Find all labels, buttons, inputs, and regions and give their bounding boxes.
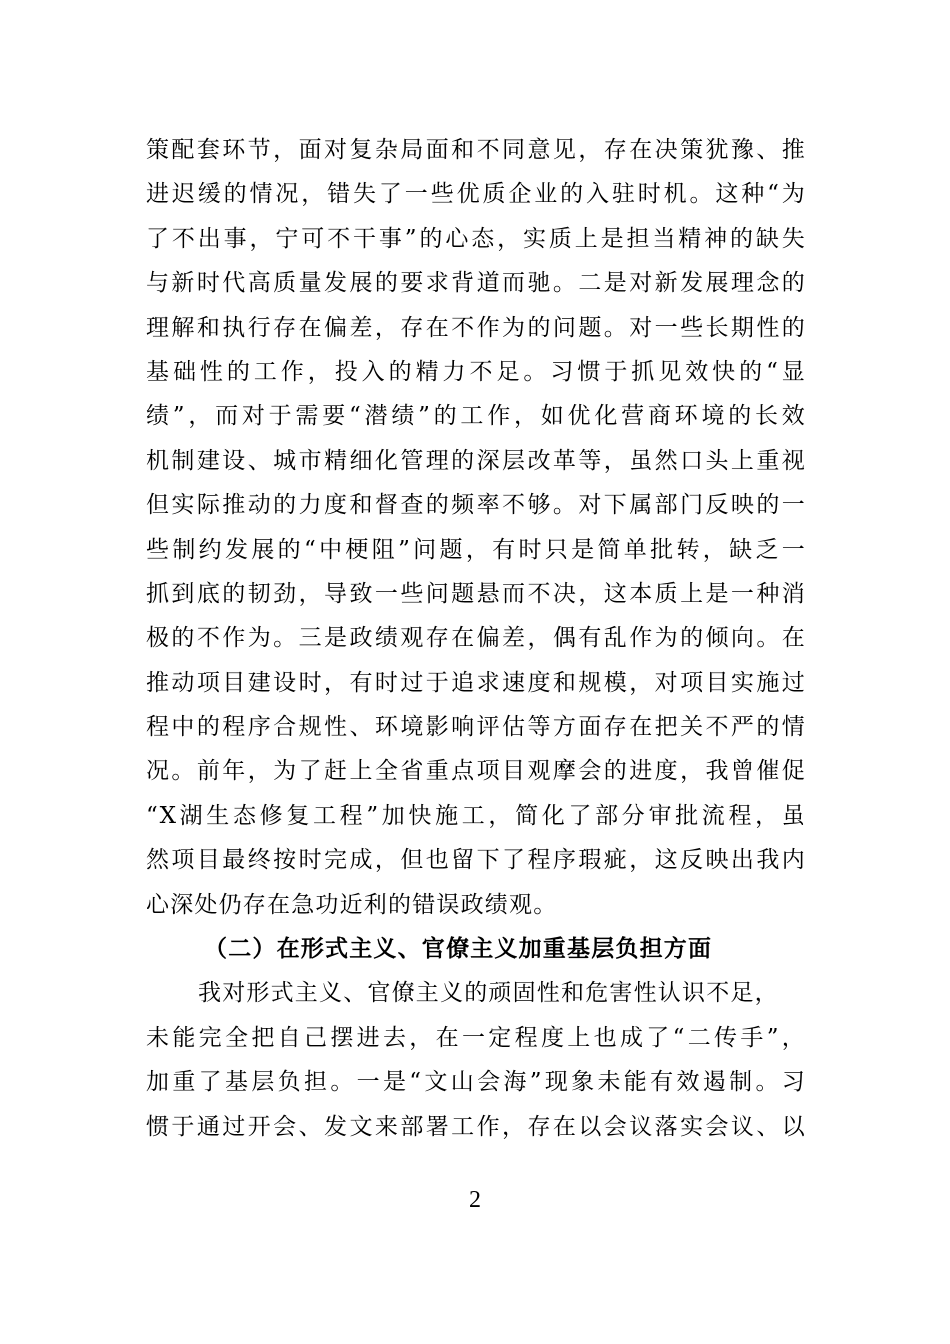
text-line: 但实际推动的力度和督查的频率不够。对下属部门反映的一 [146, 492, 806, 519]
text-line: 进迟缓的情况，错失了一些优质企业的入驻时机。这种“为 [146, 181, 806, 208]
text-line: 策配套环节，面对复杂局面和不同意见，存在决策犹豫、推 [146, 137, 806, 163]
section-heading: （二）在形式主义、官僚主义加重基层负担方面 [204, 935, 713, 963]
text-line: 然项目最终按时完成，但也留下了程序瑕疵，这反映出我内 [146, 847, 806, 874]
text-line: 我对形式主义、官僚主义的顽固性和危害性认识不足， [198, 980, 779, 1007]
text-line: 与新时代高质量发展的要求背道而驰。二是对新发展理念的 [146, 270, 806, 297]
text-line: 绩”，而对于需要“潜绩”的工作，如优化营商环境的长效 [146, 403, 806, 430]
text-line: “X湖生态修复工程”加快施工，简化了部分审批流程，虽 [146, 802, 806, 829]
page-number: 2 [469, 1187, 481, 1213]
text-line: 惯于通过开会、发文来部署工作，存在以会议落实会议、以 [146, 1113, 806, 1140]
text-line: 了不出事，宁可不干事”的心态，实质上是担当精神的缺失 [146, 225, 806, 252]
text-line: 理解和执行存在偏差，存在不作为的问题。对一些长期性的 [146, 314, 806, 341]
text-line: 极的不作为。三是政绩观存在偏差，偶有乱作为的倾向。在 [146, 625, 806, 652]
text-line: 推动项目建设时，有时过于追求速度和规模，对项目实施过 [146, 669, 806, 696]
paragraph-2 [146, 971, 806, 1149]
paragraph-1 [146, 128, 806, 927]
text-line: 加重了基层负担。一是“文山会海”现象未能有效遏制。习 [146, 1069, 806, 1096]
text-line: 些制约发展的“中梗阻”问题，有时只是简单批转，缺乏一 [146, 536, 806, 563]
text-line: 机制建设、城市精细化管理的深层改革等，虽然口头上重视 [146, 447, 806, 474]
text-line: 抓到底的韧劲，导致一些问题悬而不决，这本质上是一种消 [146, 580, 806, 607]
text-line: 未能完全把自己摆进去，在一定程度上也成了“二传手”， [146, 1024, 806, 1051]
body-text [146, 128, 806, 1149]
text-line: 程中的程序合规性、环境影响评估等方面存在把关不严的情 [146, 714, 806, 741]
text-line: 基础性的工作，投入的精力不足。习惯于抓见效快的“显 [146, 358, 806, 385]
text-line: 况。前年，为了赶上全省重点项目观摩会的进度，我曾催促 [146, 758, 806, 785]
text-line: 心深处仍存在急功近利的错误政绩观。 [146, 891, 558, 918]
